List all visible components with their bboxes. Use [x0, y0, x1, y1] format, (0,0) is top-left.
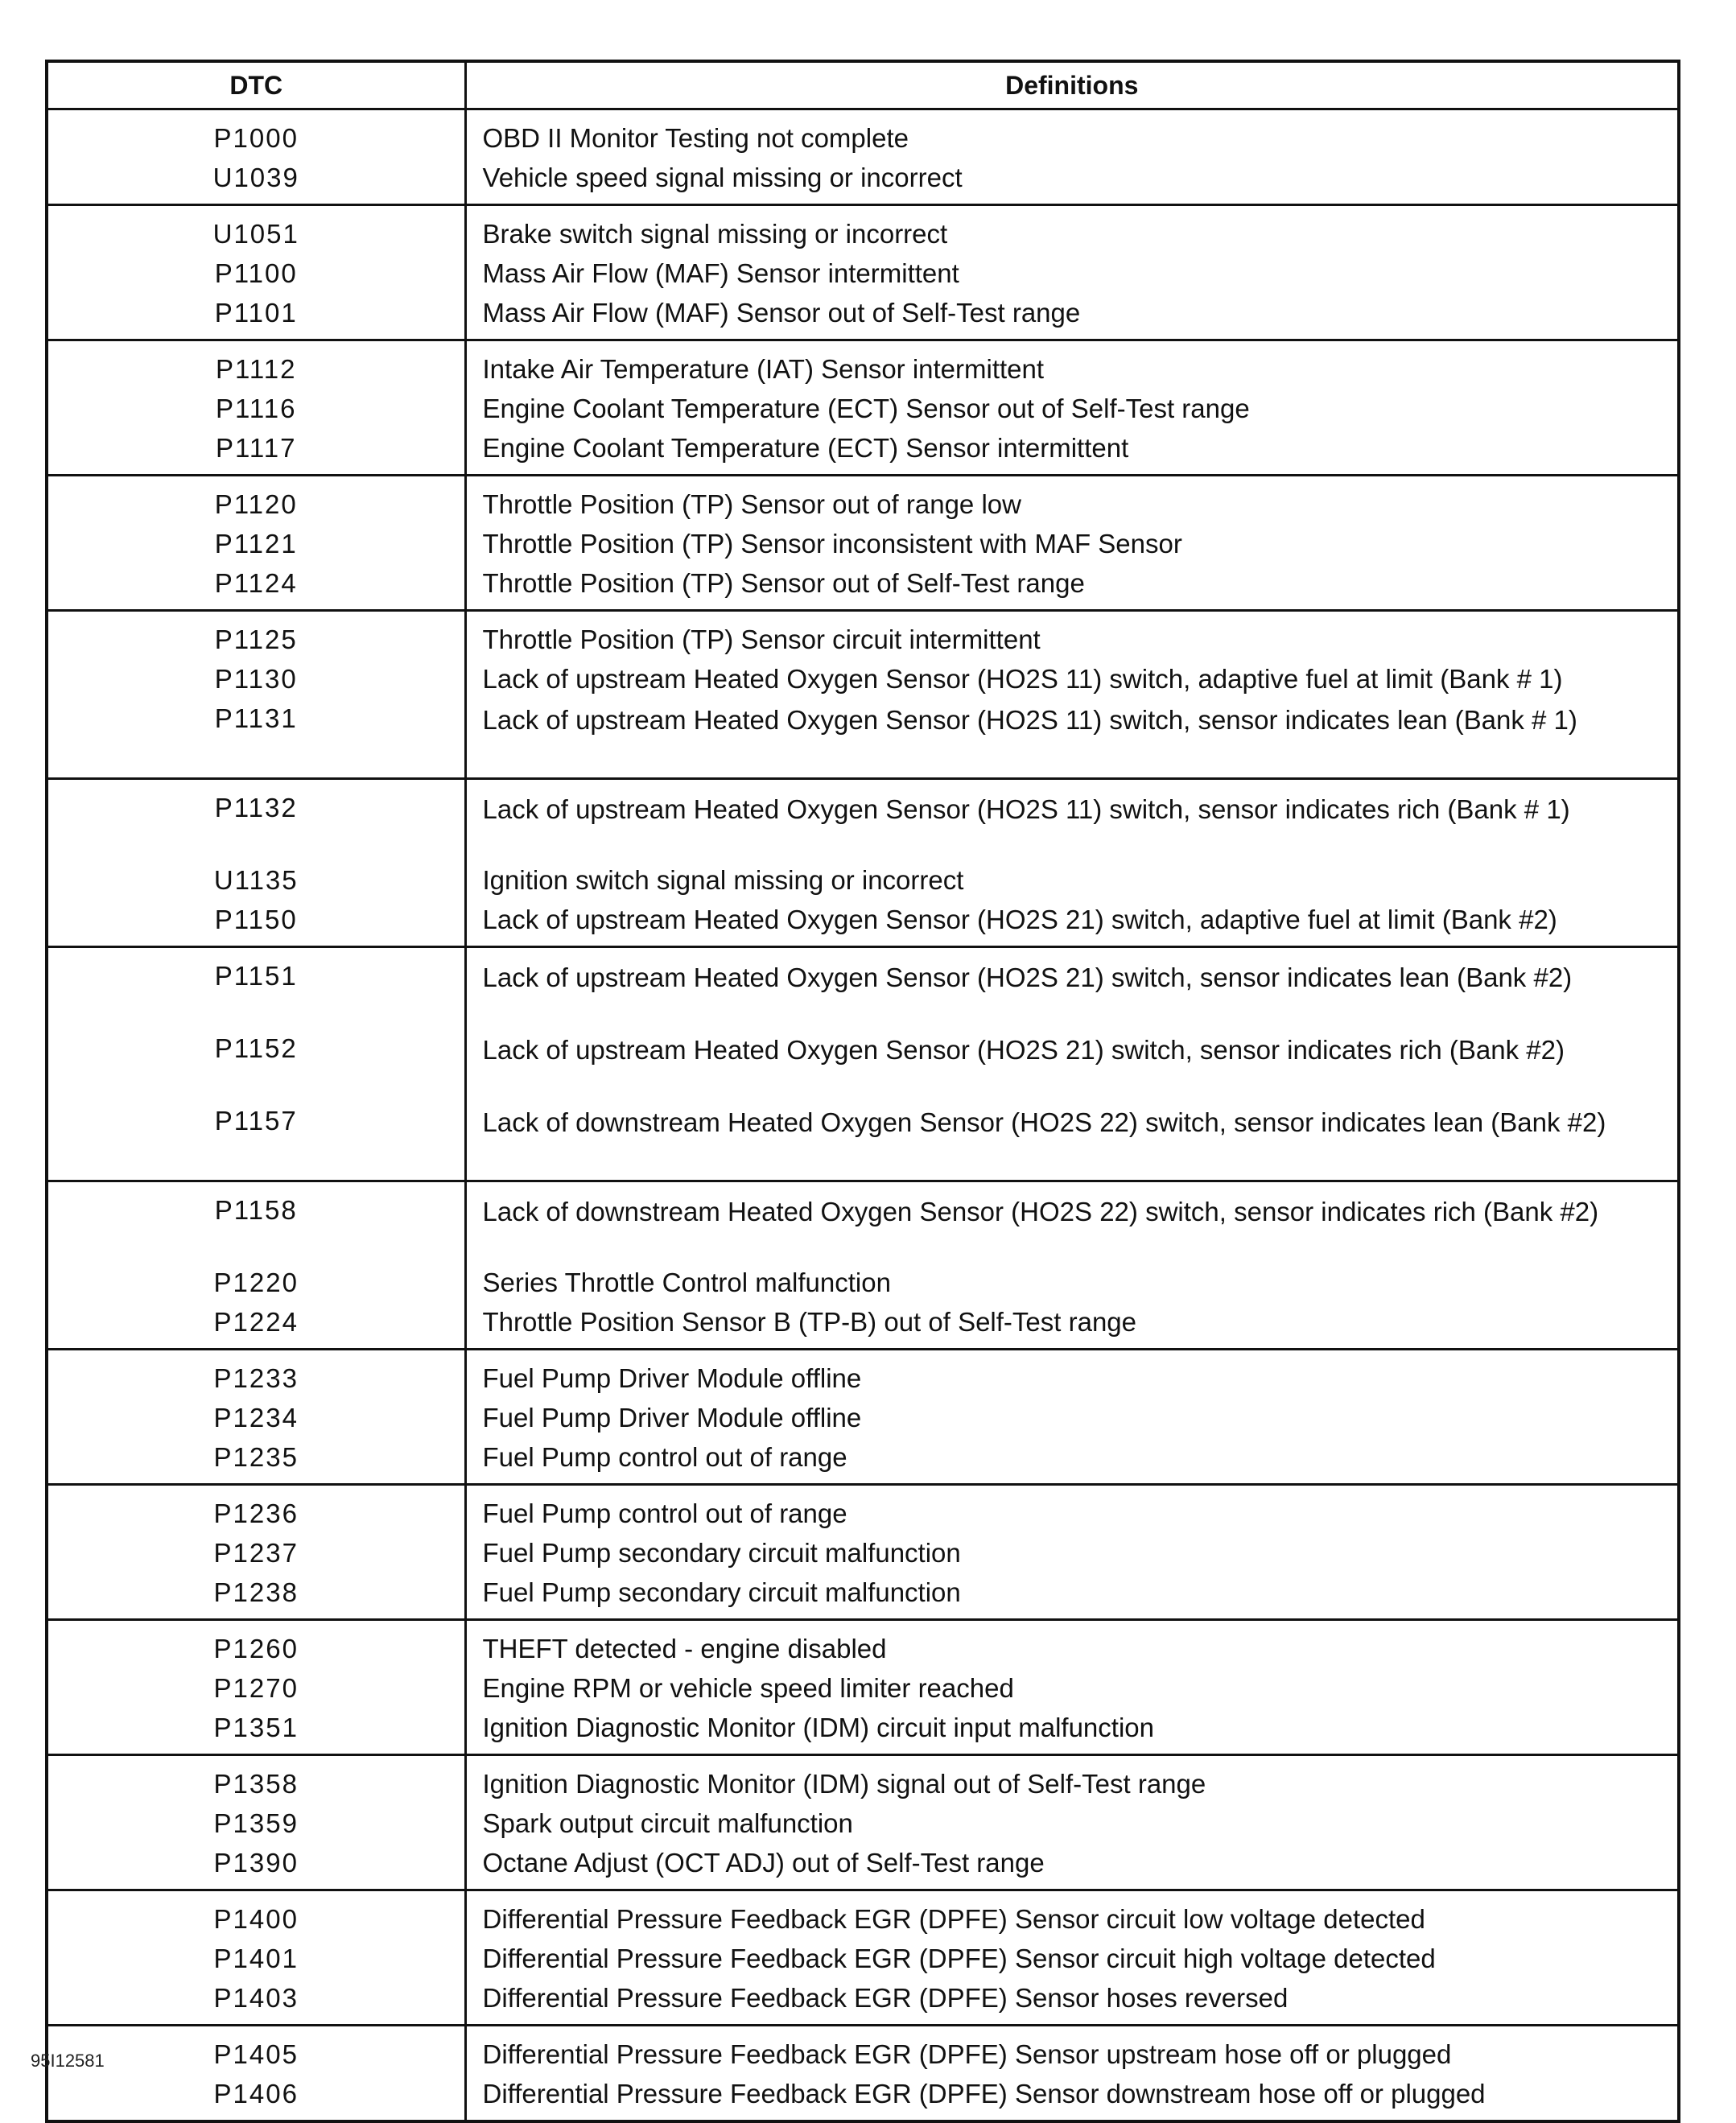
dtc-code: P1235 — [213, 1442, 299, 1472]
definition-cell — [465, 205, 1679, 340]
dtc-group — [47, 205, 1679, 340]
dtc-code-cell — [47, 1890, 465, 2026]
definition-line: Engine Coolant Temperature (ECT) Sensor intermittent — [482, 433, 1129, 463]
definition-cell — [465, 1755, 1679, 1890]
table-row — [47, 779, 1679, 947]
dtc-code: P1260 — [213, 1634, 299, 1663]
dtc-code-cell — [47, 1181, 465, 1350]
dtc-code: P1101 — [214, 298, 298, 328]
definition-line: Spark output circuit malfunction — [482, 1808, 853, 1838]
table-row — [47, 1620, 1679, 1755]
dtc-group — [47, 1620, 1679, 1755]
header-row — [47, 61, 1679, 109]
dtc-group — [47, 1350, 1679, 1485]
definition-line — [467, 1029, 1678, 1101]
dtc-group — [47, 340, 1679, 476]
definition-line: THEFT detected - engine disabled — [482, 1634, 887, 1663]
dtc-code: P1158 — [214, 1195, 298, 1225]
dtc-code-cell — [47, 1620, 465, 1755]
dtc-code: P1237 — [213, 1538, 299, 1568]
definition-line: Fuel Pump Driver Module offline — [482, 1403, 862, 1433]
definition-line: Differential Pressure Feedback EGR (DPFE) Sensor hoses reversed — [482, 1983, 1289, 2013]
dtc-code-cell — [47, 476, 465, 611]
figure-id: 95I12581 — [31, 2051, 105, 2071]
dtc-code-cell — [47, 611, 465, 779]
dtc-code: P1131 — [214, 703, 298, 733]
definition-line: Fuel Pump secondary circuit malfunction — [482, 1538, 961, 1568]
definition-line: Intake Air Temperature (IAT) Sensor intermittent — [482, 354, 1045, 384]
definition-line: Ignition Diagnostic Monitor (IDM) circuit input malfunction — [482, 1713, 1154, 1742]
definition-line: Engine Coolant Temperature (ECT) Sensor out of Self-Test range — [482, 394, 1250, 423]
dtc-group — [47, 1485, 1679, 1620]
table-header — [47, 61, 1679, 109]
table-row — [47, 1181, 1679, 1350]
table-row — [47, 109, 1679, 205]
dtc-code-cell — [47, 947, 465, 1181]
dtc-code-cell — [47, 109, 465, 205]
definition-line — [467, 788, 1678, 860]
definition-line: Fuel Pump secondary circuit malfunction — [482, 1577, 961, 1607]
column-header-definitions: Definitions — [465, 61, 1679, 109]
dtc-code: P1150 — [214, 905, 298, 934]
definition-line: Differential Pressure Feedback EGR (DPFE) Sensor upstream hose off or plugged — [482, 2039, 1452, 2069]
definition-cell — [465, 611, 1679, 779]
dtc-group — [47, 2026, 1679, 2122]
dtc-code: P1000 — [213, 123, 299, 153]
dtc-code: P1112 — [215, 354, 297, 384]
dtc-code: P1130 — [214, 664, 298, 694]
definition-line: Fuel Pump control out of range — [482, 1498, 847, 1528]
dtc-code: U1051 — [212, 219, 299, 249]
definition-line — [467, 956, 1678, 1029]
definition-cell — [465, 109, 1679, 205]
dtc-code-cell — [47, 1755, 465, 1890]
dtc-code-cell — [47, 205, 465, 340]
table-row — [47, 1755, 1679, 1890]
dtc-code: P1124 — [214, 568, 298, 598]
dtc-code: P1403 — [213, 1983, 299, 2013]
definition-line: Throttle Position (TP) Sensor out of Self-Test range — [482, 568, 1085, 598]
definition-cell — [465, 476, 1679, 611]
definition-line: Differential Pressure Feedback EGR (DPFE) Sensor circuit high voltage detected — [482, 1944, 1436, 1973]
definition-line: Mass Air Flow (MAF) Sensor out of Self-Test range — [482, 298, 1081, 328]
definition-text: Lack of upstream Heated Oxygen Sensor (HO2S 11) switch, sensor indicates lean (Bank # 1) — [482, 705, 1577, 735]
definition-line: Throttle Position (TP) Sensor circuit intermittent — [482, 625, 1041, 654]
definition-line: Vehicle speed signal missing or incorrect — [482, 163, 963, 192]
dtc-code: P1132 — [214, 793, 298, 822]
definition-cell — [465, 1181, 1679, 1350]
dtc-code: P1117 — [215, 433, 297, 463]
dtc-code: P1236 — [213, 1498, 299, 1528]
table-row — [47, 1350, 1679, 1485]
dtc-group — [47, 476, 1679, 611]
table-row — [47, 1890, 1679, 2026]
definition-cell — [465, 2026, 1679, 2122]
dtc-code: P1157 — [214, 1106, 298, 1136]
table-row — [47, 340, 1679, 476]
definition-text: Lack of upstream Heated Oxygen Sensor (HO2S 11) switch, sensor indicates rich (Bank # 1) — [482, 794, 1570, 824]
dtc-code-cell — [47, 779, 465, 947]
dtc-code: P1233 — [213, 1363, 299, 1393]
definition-line: Brake switch signal missing or incorrect — [482, 219, 948, 249]
definition-line: Throttle Position (TP) Sensor out of range low — [482, 489, 1021, 519]
dtc-code: P1406 — [213, 2079, 299, 2109]
column-header-dtc: DTC — [47, 61, 465, 109]
dtc-table — [45, 60, 1680, 2123]
definition-line — [467, 1190, 1678, 1263]
dtc-group — [47, 109, 1679, 205]
dtc-group — [47, 779, 1679, 947]
definition-line: Series Throttle Control malfunction — [482, 1268, 891, 1297]
dtc-code: P1400 — [213, 1904, 299, 1934]
definition-cell — [465, 1350, 1679, 1485]
dtc-code: P1120 — [214, 489, 298, 519]
table-row — [47, 476, 1679, 611]
dtc-code: P1358 — [213, 1769, 299, 1799]
table-row — [47, 947, 1679, 1181]
definition-line: Differential Pressure Feedback EGR (DPFE) Sensor downstream hose off or plugged — [482, 2079, 1486, 2109]
definition-line: Lack of upstream Heated Oxygen Sensor (HO2S 11) switch, adaptive fuel at limit (Bank # 1) — [482, 664, 1563, 694]
dtc-code: P1151 — [214, 961, 298, 991]
table-row — [47, 205, 1679, 340]
definition-line: Octane Adjust (OCT ADJ) out of Self-Test range — [482, 1848, 1045, 1878]
definition-line: Throttle Position (TP) Sensor inconsistent with MAF Sensor — [482, 529, 1182, 559]
definition-text: Lack of downstream Heated Oxygen Sensor (HO2S 22) switch, sensor indicates lean (Bank #2) — [482, 1107, 1606, 1137]
definition-line: OBD II Monitor Testing not complete — [482, 123, 909, 153]
dtc-code-cell — [47, 2026, 465, 2122]
definition-cell — [465, 1485, 1679, 1620]
definition-line — [467, 1101, 1678, 1173]
dtc-code: P1100 — [214, 258, 298, 288]
dtc-code: U1135 — [213, 865, 299, 895]
dtc-code: P1238 — [213, 1577, 299, 1607]
dtc-code: U1039 — [212, 163, 299, 192]
definition-cell — [465, 947, 1679, 1181]
table-row — [47, 1485, 1679, 1620]
definition-line: Fuel Pump Driver Module offline — [482, 1363, 862, 1393]
dtc-group — [47, 611, 1679, 779]
dtc-table-container — [45, 60, 1680, 2123]
dtc-code-cell — [47, 1485, 465, 1620]
definition-line: Mass Air Flow (MAF) Sensor intermittent — [482, 258, 959, 288]
definition-line: Differential Pressure Feedback EGR (DPFE) Sensor circuit low voltage detected — [482, 1904, 1425, 1934]
dtc-group — [47, 1890, 1679, 2026]
table-row — [47, 2026, 1679, 2122]
dtc-group — [47, 1181, 1679, 1350]
dtc-code: P1152 — [214, 1033, 298, 1063]
dtc-code: P1116 — [215, 394, 297, 423]
dtc-code-cell — [47, 340, 465, 476]
definition-line: Engine RPM or vehicle speed limiter reached — [482, 1673, 1014, 1703]
dtc-code: P1351 — [213, 1713, 299, 1742]
definition-cell — [465, 1890, 1679, 2026]
definition-line: Lack of upstream Heated Oxygen Sensor (HO2S 21) switch, adaptive fuel at limit (Bank #2) — [482, 905, 1557, 934]
definition-text: Lack of upstream Heated Oxygen Sensor (HO2S 21) switch, sensor indicates rich (Bank #2) — [482, 1035, 1565, 1065]
definition-cell — [465, 340, 1679, 476]
dtc-code: P1220 — [213, 1268, 299, 1297]
dtc-code: P1125 — [214, 625, 298, 654]
definition-text: Lack of downstream Heated Oxygen Sensor (HO2S 22) switch, sensor indicates rich (Bank #2) — [482, 1197, 1599, 1226]
dtc-code: P1270 — [213, 1673, 299, 1703]
dtc-code-cell — [47, 1350, 465, 1485]
definition-cell — [465, 779, 1679, 947]
dtc-code: P1224 — [213, 1307, 299, 1337]
definition-cell — [465, 1620, 1679, 1755]
definition-line: Ignition switch signal missing or incorrect — [482, 865, 964, 895]
dtc-code: P1405 — [213, 2039, 299, 2069]
dtc-code: P1359 — [213, 1808, 299, 1838]
definition-line — [467, 699, 1678, 771]
definition-line: Fuel Pump control out of range — [482, 1442, 847, 1472]
dtc-code: P1390 — [213, 1848, 299, 1878]
dtc-code: P1401 — [213, 1944, 299, 1973]
dtc-group — [47, 1755, 1679, 1890]
table-row — [47, 611, 1679, 779]
definition-line: Ignition Diagnostic Monitor (IDM) signal out of Self-Test range — [482, 1769, 1206, 1799]
dtc-code: P1234 — [213, 1403, 299, 1433]
definition-line: Throttle Position Sensor B (TP-B) out of Self-Test range — [482, 1307, 1137, 1337]
dtc-code: P1121 — [214, 529, 298, 559]
dtc-group — [47, 947, 1679, 1181]
definition-text: Lack of upstream Heated Oxygen Sensor (HO2S 21) switch, sensor indicates lean (Bank #2) — [482, 963, 1573, 992]
